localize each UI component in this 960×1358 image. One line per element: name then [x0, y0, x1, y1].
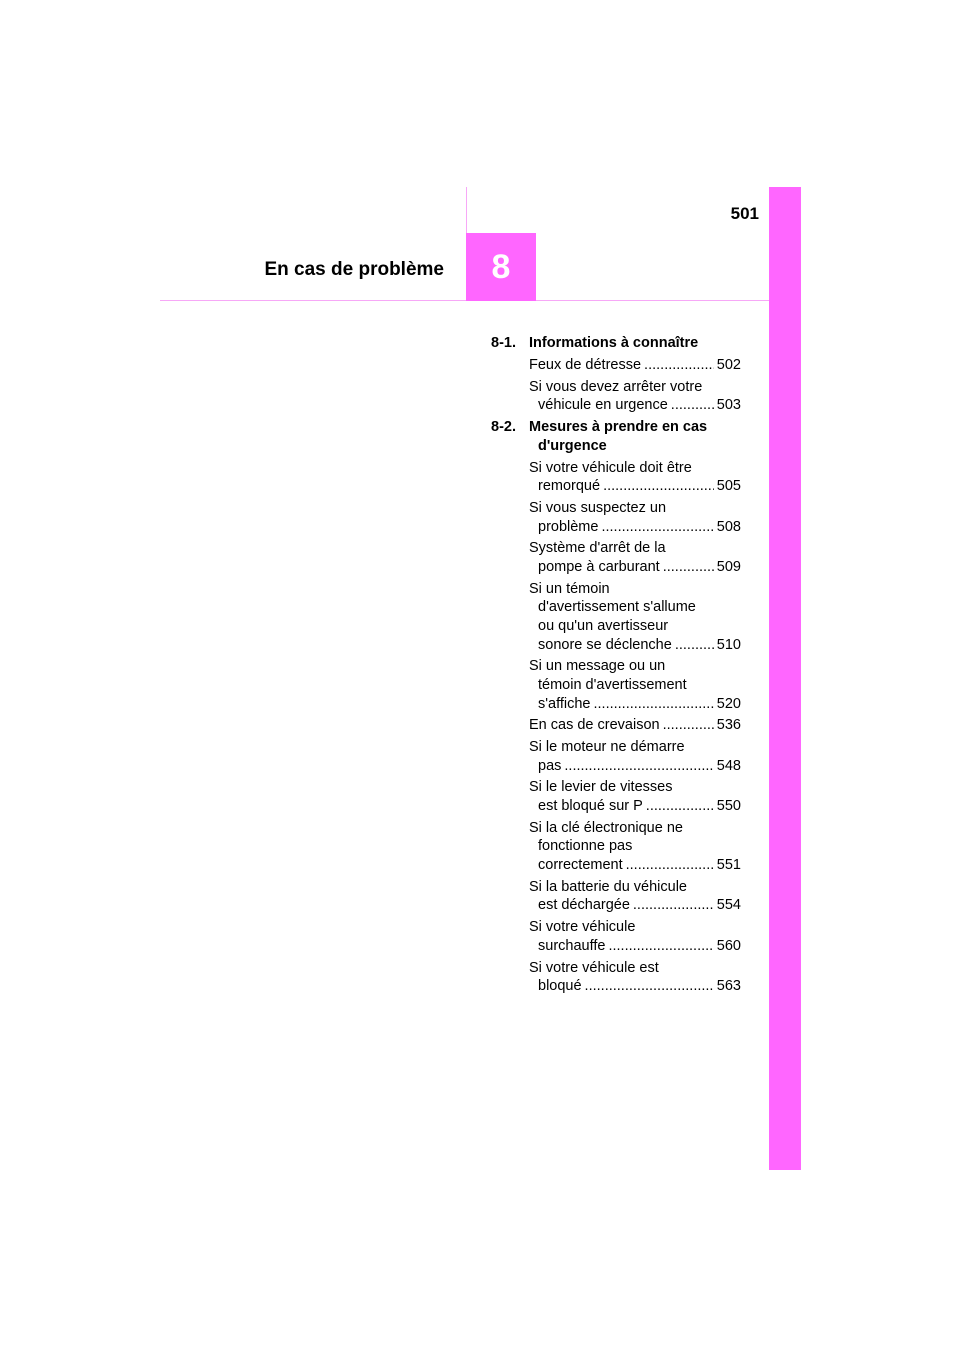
toc-entry-page: 509	[716, 558, 741, 575]
toc-section	[491, 418, 741, 455]
toc-section-title	[529, 418, 741, 455]
toc-entry-page: 508	[716, 518, 741, 535]
chapter-title: En cas de problème	[264, 259, 444, 280]
dot-leader	[601, 518, 713, 537]
dot-leader	[644, 356, 714, 375]
toc-entry[interactable]	[529, 738, 741, 775]
toc-entry-line: surchauffe	[538, 937, 606, 954]
dot-leader	[646, 797, 714, 816]
toc-entry-line: correctement	[538, 857, 623, 873]
toc-entry-last-line	[529, 396, 741, 415]
dot-leader	[564, 757, 713, 776]
toc-section-title-line: Informations à connaître	[529, 335, 699, 351]
toc-entry-page: 551	[716, 857, 741, 873]
toc-entry-line: Si la batterie du véhicule	[529, 878, 687, 895]
dot-leader	[626, 856, 714, 875]
toc-entry-last-line	[529, 695, 741, 714]
toc-entry[interactable]	[529, 499, 741, 536]
toc-entry-line: Si le levier de vitesses	[529, 779, 673, 796]
toc-entry-page: 548	[716, 757, 741, 774]
dot-leader	[593, 695, 713, 714]
toc-section-number: 8-1.	[491, 335, 516, 351]
toc-entry-line: Si la clé électronique ne	[529, 819, 683, 836]
toc-entry[interactable]	[529, 819, 741, 875]
page-number: 501	[730, 204, 759, 223]
dot-leader	[663, 716, 714, 735]
toc-section-title-line: Mesures à prendre en cas	[529, 419, 708, 436]
toc-entry-last-line	[529, 477, 741, 496]
toc-entry[interactable]	[529, 878, 741, 915]
toc-entry-page: 505	[716, 478, 741, 495]
toc-entry-last-line	[529, 558, 741, 577]
toc-entry-page: 510	[716, 636, 741, 653]
dot-leader	[675, 636, 714, 655]
toc-entry-page: 554	[716, 897, 741, 914]
toc-entry-line: bloqué	[538, 978, 582, 995]
toc-entry[interactable]	[529, 959, 741, 996]
toc-entry[interactable]	[529, 580, 741, 654]
toc-entry-line: d'avertissement s'allume	[538, 599, 696, 616]
toc-entry-last-line	[529, 896, 741, 915]
toc-entry-page: 560	[716, 937, 741, 954]
dot-leader	[585, 977, 714, 996]
dot-leader	[663, 558, 714, 577]
toc-entry-last-line	[529, 716, 741, 735]
chapter-number-tab	[466, 233, 536, 301]
toc-entry-line: ou qu'un avertisseur	[538, 617, 669, 634]
header-vertical-rule	[466, 187, 467, 233]
toc-section	[491, 334, 741, 353]
toc-entry-page: 563	[716, 978, 741, 995]
toc-entry-line: sonore se déclenche	[538, 636, 672, 653]
toc-entry-line: Si un témoin	[529, 580, 610, 597]
header-horizontal-rule	[160, 300, 769, 301]
chapter-side-bar	[769, 187, 801, 1170]
toc-entry[interactable]	[529, 657, 741, 713]
toc-entry[interactable]	[529, 459, 741, 496]
chapter-number: 8	[491, 247, 511, 286]
toc-entry-page: 502	[716, 356, 741, 373]
toc-entry-line: Si votre véhicule	[529, 919, 636, 936]
toc-entry[interactable]	[529, 716, 741, 735]
toc-entry-page: 520	[716, 695, 741, 712]
toc-entry-line: fonctionne pas	[538, 838, 633, 855]
toc-entry[interactable]	[529, 356, 741, 375]
toc-entry[interactable]	[529, 539, 741, 576]
toc-entry-line: Système d'arrêt de la	[529, 540, 666, 557]
toc-section-title-line: d'urgence	[538, 437, 607, 454]
toc-entry-line: s'affiche	[538, 695, 591, 712]
toc-entry-page: 536	[716, 717, 741, 734]
toc-entry-line: pompe à carburant	[538, 558, 660, 575]
toc-entry-line: problème	[538, 518, 599, 535]
toc-entry-last-line	[529, 937, 741, 956]
toc-entry-line: témoin d'avertissement	[538, 676, 687, 693]
toc-entry-line: remorqué	[538, 478, 601, 495]
toc-entry-last-line	[529, 518, 741, 537]
toc-entry-line: Si votre véhicule doit être	[529, 459, 692, 476]
dot-leader	[608, 937, 713, 956]
toc-entry[interactable]	[529, 778, 741, 815]
toc-entry-last-line	[529, 977, 741, 996]
dot-leader	[633, 896, 714, 915]
toc-entry-line: est bloqué sur P	[538, 798, 643, 815]
dot-leader	[671, 396, 714, 415]
toc-entry-last-line	[529, 757, 741, 776]
toc-section-number: 8-2.	[491, 419, 516, 436]
toc-entry-line: Si un message ou un	[529, 658, 666, 675]
toc-entry-line: véhicule en urgence	[538, 397, 668, 414]
toc-entry-last-line	[529, 797, 741, 816]
toc-entry-line: Si vous suspectez un	[529, 500, 667, 516]
toc-entry-page: 503	[716, 397, 741, 414]
toc-entry-last-line	[529, 356, 741, 375]
toc-entry-line: Si votre véhicule est	[529, 959, 659, 976]
toc-entry-line: pas	[538, 757, 562, 774]
toc-section-title	[529, 334, 741, 353]
toc-entry-last-line	[529, 856, 741, 875]
toc-entry[interactable]	[529, 378, 741, 415]
toc-entry-line: est déchargée	[538, 897, 630, 914]
toc-entry-page: 550	[716, 798, 741, 815]
table-of-contents	[491, 334, 741, 996]
toc-entry-line: Si vous devez arrêter votre	[529, 378, 703, 395]
toc-entry-last-line	[529, 636, 741, 655]
toc-entry-line: Feux de détresse	[529, 356, 642, 373]
toc-entry-line: Si le moteur ne démarre	[529, 739, 685, 756]
dot-leader	[603, 477, 714, 496]
toc-entry[interactable]	[529, 918, 741, 955]
toc-entry-line: En cas de crevaison	[529, 717, 660, 734]
